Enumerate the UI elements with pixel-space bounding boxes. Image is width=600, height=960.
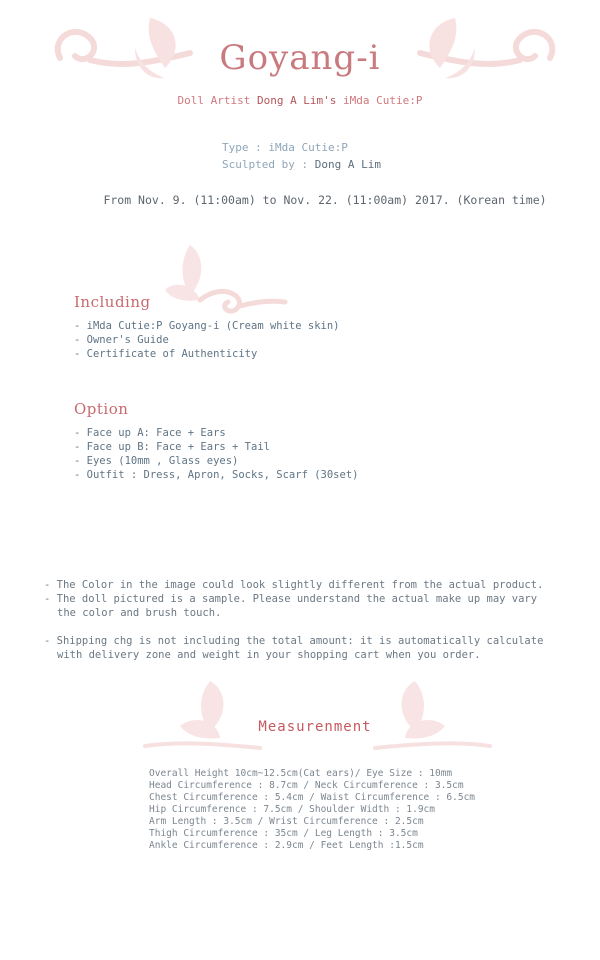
subtitle-artist: Dong A Lim's: [256, 94, 337, 107]
including-list: [74, 319, 340, 361]
sale-period: From Nov. 9. (11:00am) to Nov. 22. (11:00am) 2017. (Korean time): [103, 193, 547, 207]
note-color: - The Color in the image could look slightly different from the actual product.: [44, 579, 544, 591]
including-title: Including: [74, 293, 151, 311]
page-title: Goyang-i: [219, 38, 381, 78]
measurement-line: Overall Height 10cm~12.5cm(Cat ears)/ Eye Size : 10mm: [149, 768, 453, 779]
type-value: iMda Cutie:P: [268, 141, 348, 154]
list-item: - Certificate of Authenticity: [74, 348, 258, 360]
ornament-middle-icon: [150, 240, 290, 320]
note-shipping: - Shipping chg is not including the total amount: it is automatically calculate: [44, 635, 544, 647]
type-line: [222, 141, 348, 154]
sculpted-value: Dong A Lim: [314, 158, 381, 171]
list-item: - Eyes (10mm , Glass eyes): [74, 455, 239, 467]
type-label: Type :: [222, 141, 269, 154]
list-item: - iMda Cutie:P Goyang-i (Cream white skin): [74, 320, 340, 332]
notes: [44, 578, 574, 662]
page-subtitle: [0, 94, 600, 107]
sculpted-label: Sculpted by :: [222, 158, 315, 171]
list-item: - Owner's Guide: [74, 334, 169, 346]
subtitle-prefix: Doll Artist: [177, 94, 257, 107]
note-shipping-cont: with delivery zone and weight in your shopping cart when you order.: [57, 649, 481, 661]
measurement-line: Ankle Circumference : 2.9cm / Feet Length :1.5cm: [149, 840, 424, 851]
measurement-list: [149, 768, 475, 852]
measurement-line: Hip Circumference : 7.5cm / Shoulder Width : 1.9cm: [149, 804, 435, 815]
measurement-line: Thigh Circumference : 35cm / Leg Length : 3.5cm: [149, 828, 418, 839]
option-list: [74, 426, 358, 482]
sculpted-line: [222, 158, 381, 171]
subtitle-suffix: iMda Cutie:P: [336, 94, 423, 107]
measurement-line: Head Circumference : 8.7cm / Neck Circumference : 3.5cm: [149, 780, 464, 791]
measurement-line: Arm Length : 3.5cm / Wrist Circumference : 2.5cm: [149, 816, 424, 827]
note-sample: - The doll pictured is a sample. Please understand the actual make up may vary: [44, 593, 538, 605]
measurement-title: Measurenment: [258, 719, 372, 735]
ornament-measure-right-icon: [345, 676, 495, 756]
option-title: Option: [74, 400, 129, 418]
list-item: - Outfit : Dress, Apron, Socks, Scarf (30set): [74, 469, 359, 481]
measurement-line: Chest Circumference : 5.4cm / Waist Circumference : 6.5cm: [149, 792, 476, 803]
list-item: - Face up A: Face + Ears: [74, 427, 226, 439]
list-item: - Face up B: Face + Ears + Tail: [74, 441, 270, 453]
note-sample-cont: the color and brush touch.: [57, 607, 222, 619]
ornament-measure-left-icon: [140, 676, 290, 756]
